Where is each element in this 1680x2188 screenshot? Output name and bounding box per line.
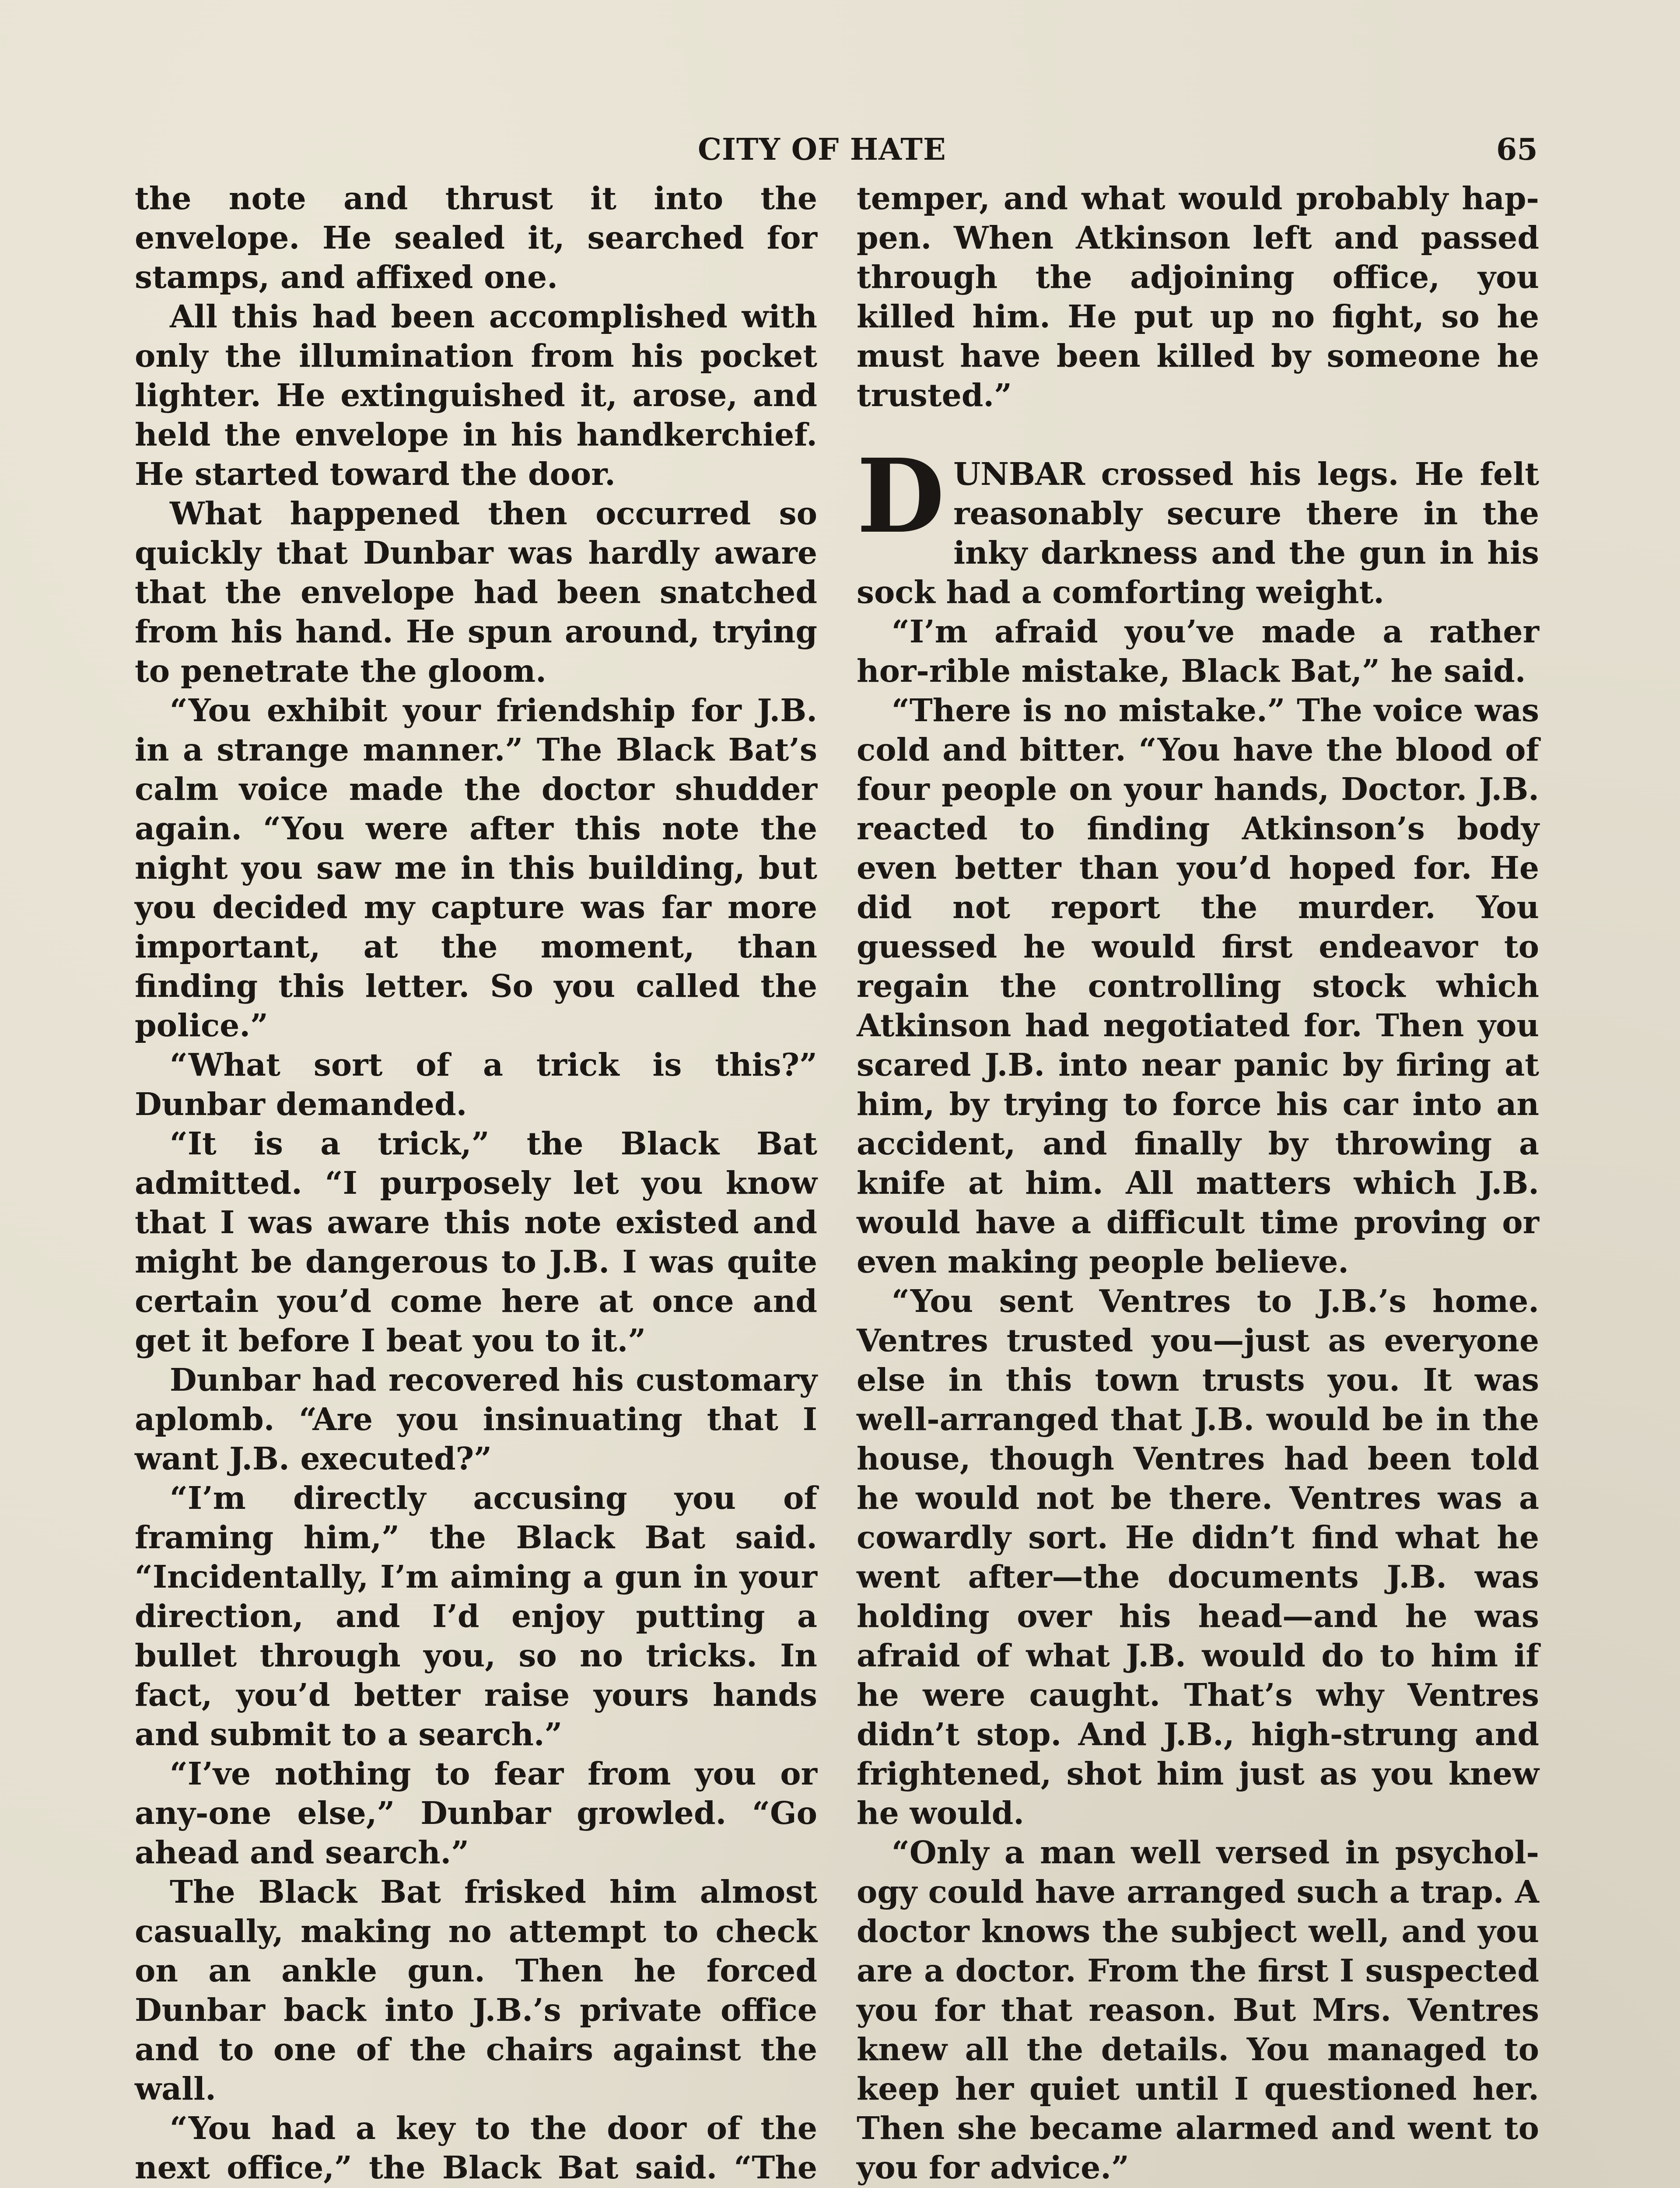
paragraph: “Only a man well versed in psychol-ogy could have arranged such a trap. A doctor knows the subject well, and you are a doctor. From the first I suspected you for that reason. But Mrs. Ventres knew all the details. You managed to keep her quiet until I questioned her. Then she became alarmed and went to you for advice.”: [857, 1834, 1539, 2186]
paragraph: “You had a key to the door of the next office,” the Black Bat said. “The: [135, 2110, 817, 2186]
paragraph: “You exhibit your friendship for J.B. in a strange manner.” The Black Bat’s calm voice made the doctor shudder again. “You were after this note the night you saw me in this building, but you decided my capture was far more important, at the moment, than finding this letter. So you called the police.”: [135, 692, 817, 1044]
paragraph: temper, and what would probably hap-pen. When Atkinson left and passed through the adjoining office, you killed him. He put up no fight, so he must have been killed by someone he trusted.”: [857, 180, 1539, 414]
paragraph: “I’m afraid you’ve made a rather hor-rible mistake, Black Bat,” he said.: [857, 613, 1539, 689]
paragraph: All this had been accomplished with only the illumination from his pocket lighter. He extinguished it, arose, and held the envelope in his handkerchief. He started toward the door.: [135, 298, 817, 492]
paragraph: the note and thrust it into the envelope. He sealed it, searched for stamps, and affixed one.: [135, 180, 817, 295]
paragraph: “You sent Ventres to J.B.’s home. Ventres trusted you—just as everyone else in this town trusts you. It was well-arranged that J.B. would be in the house, though Ventres had been told he would not be there. Ventres was a cowardly sort. He didn’t find what he went after—the documents J.B. was holding over his head—and he was afraid of what J.B. would do to him if he were caught. That’s why Ventres didn’t stop. And J.B., high-strung and frightened, shot him just as you knew he would.: [857, 1283, 1539, 1831]
dropcap-paragraph-text: UNBAR crossed his legs. He felt reasonably secure there in the inky darkness and the gun in his sock had a comforting weight.: [857, 456, 1539, 610]
paragraph: “There is no mistake.” The voice was cold and bitter. “You have the blood of four people on your hands, Doctor. J.B. reacted to finding Atkinson’s body even better than you’d hoped for. He did not report the murder. You guessed he would first endeavor to regain the controlling stock which Atkinson had negotiated for. Then you scared J.B. into near panic by firing at him, by trying to force his car into an accident, and finally by throwing a knife at him. All matters which J.B. would have a difficult time proving or even making people believe.: [857, 692, 1539, 1280]
paragraph: “I’ve nothing to fear from you or any-one else,” Dunbar growled. “Go ahead and search.”: [135, 1755, 817, 1871]
running-title: CITY OF HATE: [698, 132, 946, 167]
paragraph: The Black Bat frisked him almost casually, making no attempt to check on an ankle gun. Then he forced Dunbar back into J.B.’s private office and to one of the chairs against the wall.: [135, 1873, 817, 2107]
paragraph: What happened then occurred so quickly that Dunbar was hardly aware that the envelope had been snatched from his hand. He spun around, trying to penetrate the gloom.: [135, 495, 817, 689]
drop-cap: D: [857, 436, 945, 556]
paragraph: Dunbar had recovered his customary aplomb. “Are you insinuating that I want J.B. executed?”: [135, 1361, 817, 1477]
paragraph: “It is a trick,” the Black Bat admitted. “I purposely let you know that I was aware this note existed and might be dangerous to J.B. I was quite certain you’d come here at once and get it before I beat you to it.”: [135, 1125, 817, 1359]
left-column: [135, 179, 817, 2188]
right-column: [857, 179, 1539, 2188]
paragraph: “I’m directly accusing you of framing him,” the Black Bat said. “Incidentally, I’m aiming a gun in your direction, and I’d enjoy putting a bullet through you, so no tricks. In fact, you’d better raise yours hands and submit to a search.”: [135, 1480, 817, 1753]
page-number: 65: [1496, 132, 1538, 167]
dropcap-paragraph: [857, 436, 1539, 612]
paragraph: “What sort of a trick is this?” Dunbar demanded.: [135, 1046, 817, 1122]
